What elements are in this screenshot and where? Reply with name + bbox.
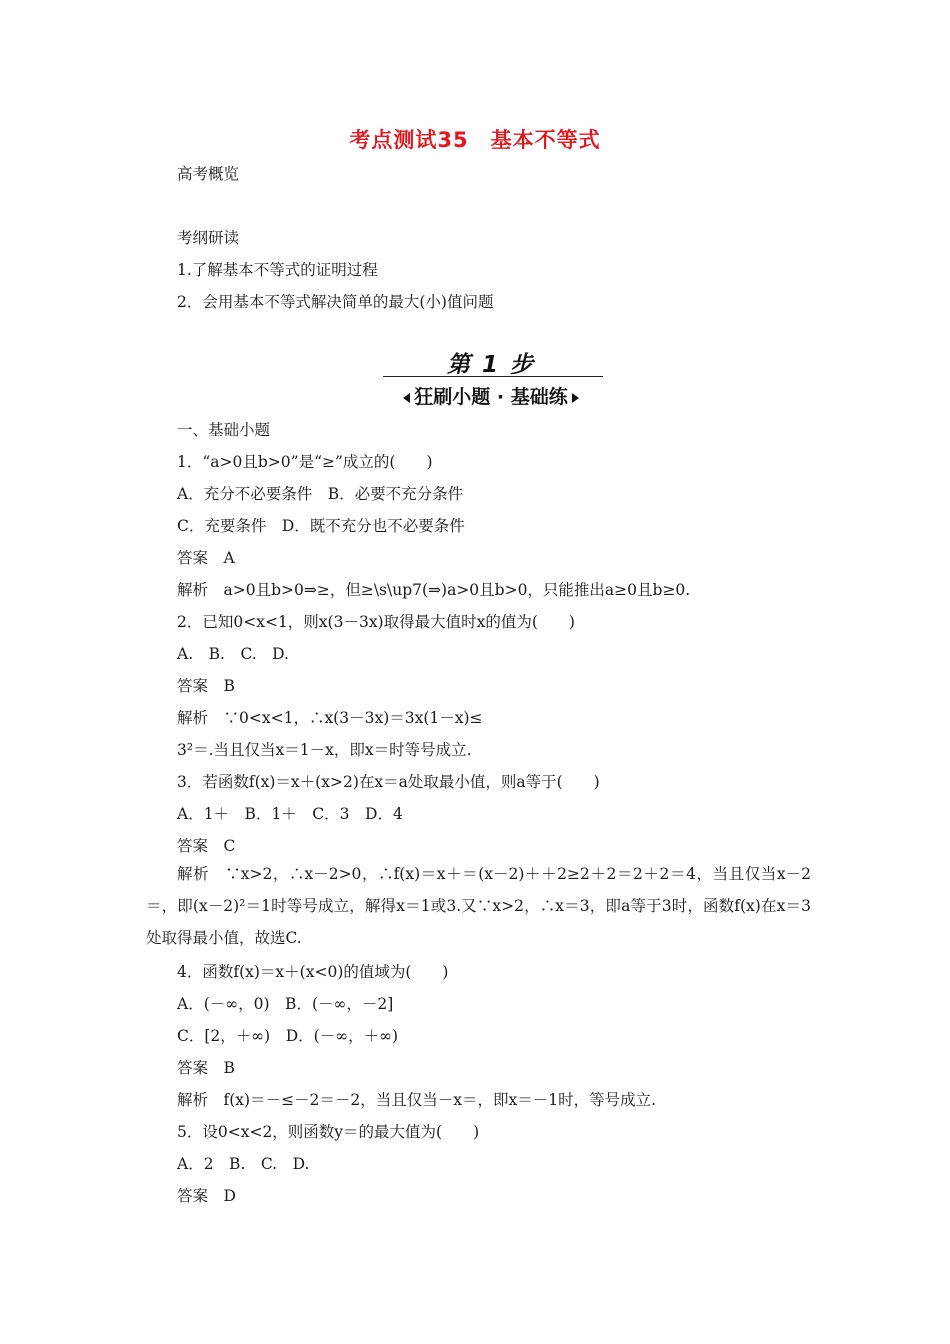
- analysis-line: 解析 ∵0<x<1，∴x(3－3x)＝3x(1－x)≤: [177, 709, 483, 727]
- triangle-right-icon: [572, 393, 579, 403]
- step-label: 第 1 步: [446, 352, 536, 378]
- banner-divider: [383, 376, 603, 377]
- answer-line: 答案 D: [177, 1187, 236, 1205]
- option-line: A．(－∞，0) B．(－∞，－2]: [177, 995, 394, 1013]
- option-line: A．2 B. C. D.: [177, 1155, 310, 1173]
- question-line: 5．设0<x<2，则函数y＝的最大值为( ): [177, 1123, 480, 1141]
- page-title: 考点测试35 基本不等式: [349, 128, 601, 152]
- question-line: 3．若函数f(x)＝x＋(x>2)在x＝a处取最小值，则a等于( ): [177, 773, 600, 791]
- answer-line: 答案 C: [177, 837, 236, 855]
- analysis-line: 解析 f(x)＝－≤－2＝－2，当且仅当－x＝，即x＝－1时，等号成立.: [177, 1091, 657, 1109]
- answer-line: 答案 B: [177, 677, 235, 695]
- banner-subtitle-row: [379, 382, 603, 409]
- overview-heading: 高考概览: [177, 165, 240, 183]
- analysis-line: 3²＝.当且仅当x＝1－x，即x＝时等号成立.: [177, 741, 472, 759]
- syllabus-item: 2．会用基本不等式解决简单的最大(小)值问题: [177, 293, 494, 311]
- analysis-paragraph: [146, 858, 811, 954]
- step-banner: [379, 346, 603, 410]
- syllabus-item: 1.了解基本不等式的证明过程: [177, 261, 378, 279]
- option-line: C．[2，＋∞) D．(－∞，＋∞): [177, 1027, 399, 1045]
- analysis-line: 解析 a>0且b>0⇒≥，但≥\s\up7(⇒)a>0且b>0，只能推出a≥0且b≥0.: [177, 581, 691, 599]
- option-line: A．1＋ B．1＋ C．3 D．4: [177, 805, 403, 823]
- question-line: 4．函数f(x)＝x＋(x<0)的值域为( ): [177, 963, 449, 981]
- analysis-paragraph-text: 解析 ∵x>2，∴x－2>0，∴f(x)＝x＋＝(x－2)＋＋2≥2＋2＝2＋2＝4，当且仅当x－2＝，即(x－2)²＝1时等号成立，解得x＝1或3.又∵x>2，∴x＝3，即a等于3时，函数f(x)在x＝3处取得最小值，故选C.: [146, 865, 811, 947]
- option-line: A．充分不必要条件 B．必要不充分条件: [177, 485, 464, 503]
- section-heading: 一、基础小题: [177, 421, 271, 439]
- option-line: A. B. C. D.: [177, 645, 289, 663]
- option-line: C．充要条件 D．既不充分也不必要条件: [177, 517, 465, 535]
- answer-line: 答案 B: [177, 1059, 235, 1077]
- syllabus-heading: 考纲研读: [177, 229, 240, 247]
- triangle-left-icon: [403, 393, 410, 403]
- banner-subtitle: 狂刷小题 · 基础练: [414, 386, 568, 408]
- answer-line: 答案 A: [177, 549, 235, 567]
- question-line: 1．“a>0且b>0”是“≥”成立的( ): [177, 453, 433, 471]
- question-line: 2．已知0<x<1，则x(3－3x)取得最大值时x的值为( ): [177, 613, 575, 631]
